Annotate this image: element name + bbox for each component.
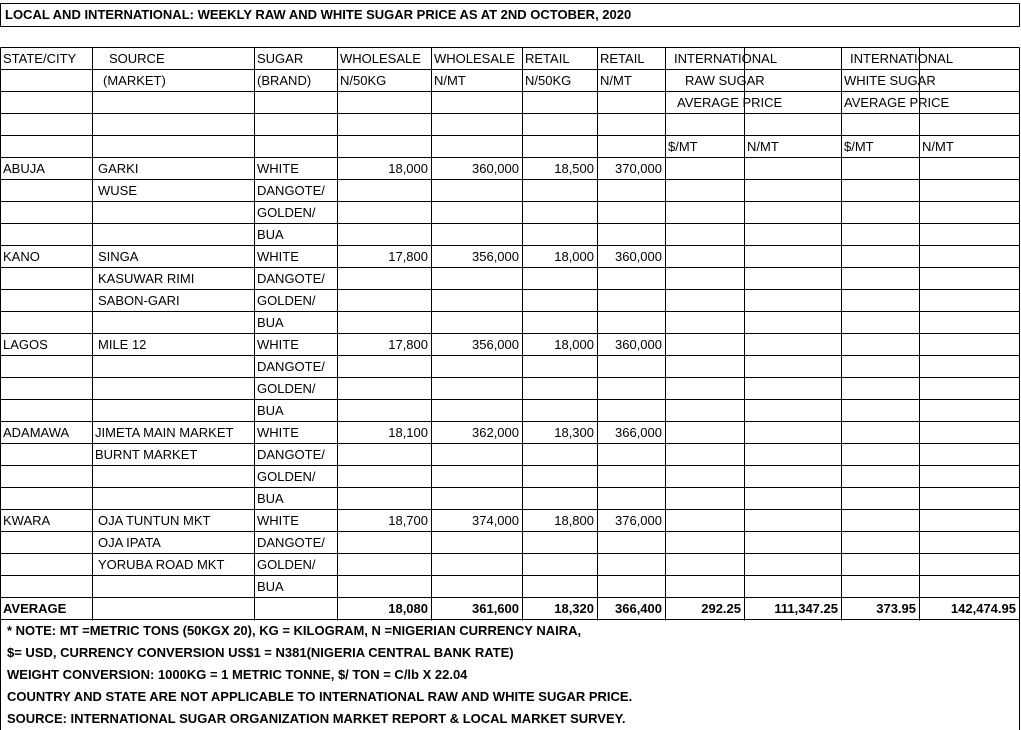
average-wholesale-50kg: 18,080 bbox=[388, 601, 428, 616]
brand-cell: GOLDEN/ bbox=[257, 469, 316, 484]
average-white-usd-mt: 373.95 bbox=[876, 601, 916, 616]
brand-cell: DANGOTE/ bbox=[257, 271, 325, 286]
header-intl-white: INTERNATIONAL bbox=[850, 51, 954, 66]
header-wholesale-mt: WHOLESALE bbox=[434, 51, 515, 66]
header-white-n-mt: N/MT bbox=[922, 139, 954, 154]
header-brand: (BRAND) bbox=[257, 73, 312, 88]
market-cell: OJA TUNTUN MKT bbox=[98, 513, 211, 528]
header-sugar: SUGAR bbox=[257, 51, 304, 66]
header-intl-white-sugar: WHITE SUGAR bbox=[844, 73, 936, 88]
state-cell: ABUJA bbox=[3, 161, 45, 176]
brand-cell: WHITE bbox=[257, 161, 299, 176]
wholesale-mt-cell: 374,000 bbox=[472, 513, 519, 528]
market-cell: YORUBA ROAD MKT bbox=[98, 557, 225, 572]
header-wholesale-50kg-unit: N/50KG bbox=[340, 73, 387, 88]
retail-50kg-cell: 18,000 bbox=[554, 337, 594, 352]
average-label: AVERAGE bbox=[3, 601, 67, 616]
brand-cell: BUA bbox=[257, 579, 284, 594]
retail-mt-cell: 360,000 bbox=[615, 249, 662, 264]
brand-cell: DANGOTE/ bbox=[257, 183, 325, 198]
retail-50kg-cell: 18,300 bbox=[554, 425, 594, 440]
brand-cell: WHITE bbox=[257, 337, 299, 352]
retail-mt-cell: 376,000 bbox=[615, 513, 662, 528]
wholesale-mt-cell: 362,000 bbox=[472, 425, 519, 440]
brand-cell: BUA bbox=[257, 403, 284, 418]
wholesale-50kg-cell: 17,800 bbox=[388, 249, 428, 264]
brand-cell: BUA bbox=[257, 315, 284, 330]
note-line: SOURCE: INTERNATIONAL SUGAR ORGANIZATION MARKET REPORT & LOCAL MARKET SURVEY. bbox=[7, 711, 626, 726]
market-cell: GARKI bbox=[98, 161, 139, 176]
header-retail-mt: RETAIL bbox=[600, 51, 645, 66]
wholesale-50kg-cell: 18,700 bbox=[388, 513, 428, 528]
header-wholesale-mt-unit: N/MT bbox=[434, 73, 466, 88]
wholesale-50kg-cell: 18,000 bbox=[388, 161, 428, 176]
header-market: (MARKET) bbox=[103, 73, 166, 88]
header-state-city: STATE/CITY bbox=[3, 51, 77, 66]
retail-50kg-cell: 18,500 bbox=[554, 161, 594, 176]
sheet-title: LOCAL AND INTERNATIONAL: WEEKLY RAW AND WHITE SUGAR PRICE AS AT 2ND OCTOBER, 2020 bbox=[5, 7, 632, 22]
state-cell: KWARA bbox=[3, 513, 51, 528]
header-raw-n-mt: N/MT bbox=[747, 139, 779, 154]
brand-cell: DANGOTE/ bbox=[257, 359, 325, 374]
header-retail-50kg: RETAIL bbox=[525, 51, 570, 66]
retail-50kg-cell: 18,000 bbox=[554, 249, 594, 264]
market-cell: WUSE bbox=[98, 183, 137, 198]
average-raw-usd-mt: 292.25 bbox=[701, 601, 741, 616]
market-cell: SINGA bbox=[98, 249, 139, 264]
header-source: SOURCE bbox=[109, 51, 165, 66]
header-retail-mt-unit: N/MT bbox=[600, 73, 632, 88]
market-cell: OJA IPATA bbox=[98, 535, 161, 550]
brand-cell: GOLDEN/ bbox=[257, 293, 316, 308]
wholesale-50kg-cell: 17,800 bbox=[388, 337, 428, 352]
average-retail-mt: 366,400 bbox=[615, 601, 662, 616]
header-intl-raw-sugar: RAW SUGAR bbox=[685, 73, 765, 88]
brand-cell: DANGOTE/ bbox=[257, 447, 325, 462]
wholesale-mt-cell: 360,000 bbox=[472, 161, 519, 176]
average-wholesale-mt: 361,600 bbox=[472, 601, 519, 616]
market-cell: KASUWAR RIMI bbox=[98, 271, 195, 286]
brand-cell: WHITE bbox=[257, 425, 299, 440]
header-intl-raw: INTERNATIONAL bbox=[674, 51, 778, 66]
note-line: COUNTRY AND STATE ARE NOT APPLICABLE TO INTERNATIONAL RAW AND WHITE SUGAR PRICE. bbox=[7, 689, 633, 704]
state-cell: KANO bbox=[3, 249, 40, 264]
market-cell: SABON-GARI bbox=[98, 293, 180, 308]
wholesale-50kg-cell: 18,100 bbox=[388, 425, 428, 440]
note-line: $= USD, CURRENCY CONVERSION US$1 = N381(NIGERIA CENTRAL BANK RATE) bbox=[7, 645, 514, 660]
brand-cell: BUA bbox=[257, 227, 284, 242]
header-intl-raw-avg: AVERAGE PRICE bbox=[677, 95, 783, 110]
note-line: WEIGHT CONVERSION: 1000KG = 1 METRIC TONNE, $/ TON = C/lb X 22.04 bbox=[7, 667, 468, 682]
retail-50kg-cell: 18,800 bbox=[554, 513, 594, 528]
header-intl-white-avg: AVERAGE PRICE bbox=[844, 95, 950, 110]
market-cell: JIMETA MAIN MARKET bbox=[95, 425, 234, 440]
average-retail-50kg: 18,320 bbox=[554, 601, 594, 616]
brand-cell: GOLDEN/ bbox=[257, 381, 316, 396]
note-line: * NOTE: MT =METRIC TONS (50KGX 20), KG = KILOGRAM, N =NIGERIAN CURRENCY NAIRA, bbox=[7, 623, 582, 638]
retail-mt-cell: 366,000 bbox=[615, 425, 662, 440]
header-white-usd-mt: $/MT bbox=[844, 139, 874, 154]
average-white-n-mt: 142,474.95 bbox=[950, 601, 1016, 616]
market-cell: MILE 12 bbox=[98, 337, 147, 352]
header-wholesale-50kg: WHOLESALE bbox=[340, 51, 421, 66]
brand-cell: GOLDEN/ bbox=[257, 557, 316, 572]
state-cell: ADAMAWA bbox=[3, 425, 70, 440]
wholesale-mt-cell: 356,000 bbox=[472, 337, 519, 352]
header-raw-usd-mt: $/MT bbox=[668, 139, 698, 154]
brand-cell: BUA bbox=[257, 491, 284, 506]
state-cell: LAGOS bbox=[3, 337, 48, 352]
brand-cell: DANGOTE/ bbox=[257, 535, 325, 550]
wholesale-mt-cell: 356,000 bbox=[472, 249, 519, 264]
retail-mt-cell: 360,000 bbox=[615, 337, 662, 352]
brand-cell: WHITE bbox=[257, 513, 299, 528]
retail-mt-cell: 370,000 bbox=[615, 161, 662, 176]
average-raw-n-mt: 111,347.25 bbox=[774, 601, 838, 616]
header-retail-50kg-unit: N/50KG bbox=[525, 73, 572, 88]
brand-cell: WHITE bbox=[257, 249, 299, 264]
brand-cell: GOLDEN/ bbox=[257, 205, 316, 220]
market-cell: BURNT MARKET bbox=[95, 447, 198, 462]
